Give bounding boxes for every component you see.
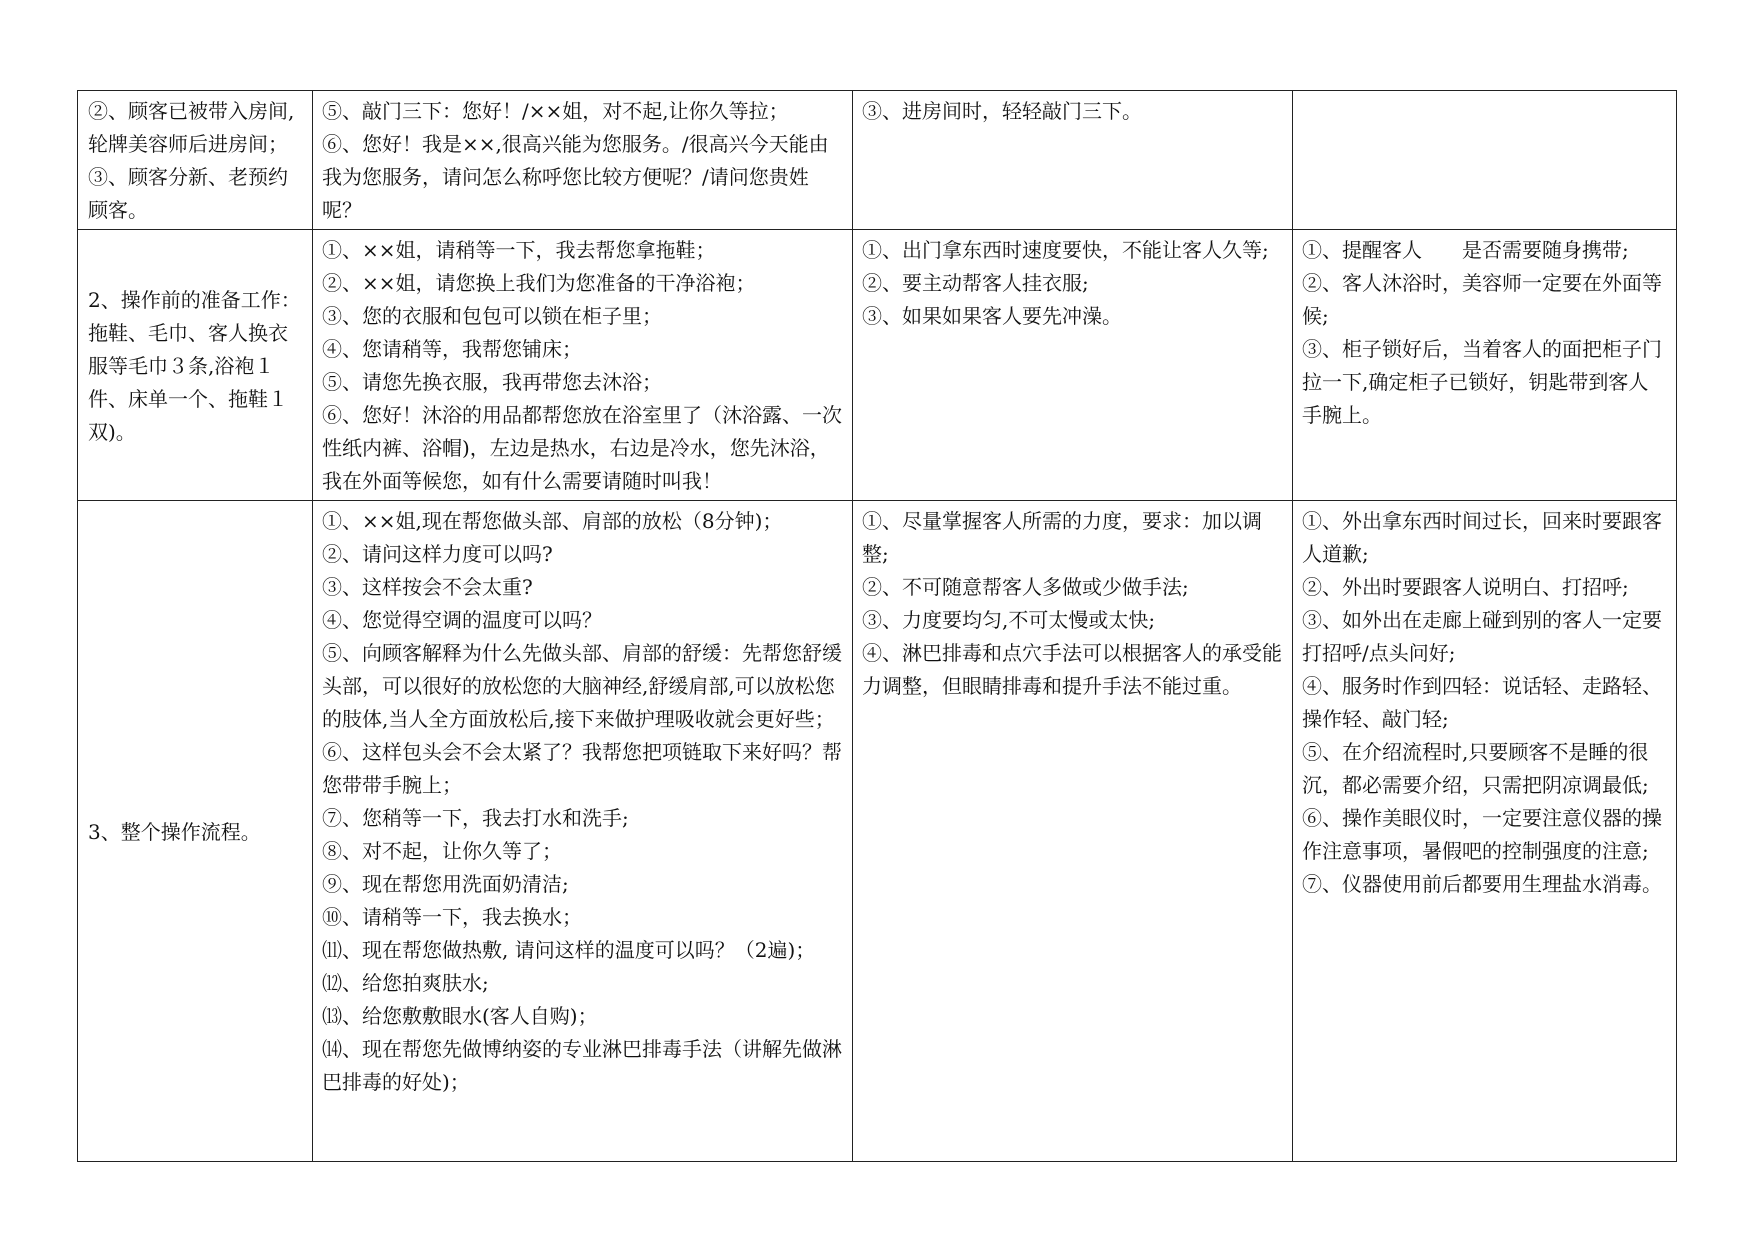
script-line: ⑥、您好！沐浴的用品都帮您放在浴室里了（沐浴露、一次性纸内裤、浴帽)，左边是热水，右边是冷水，您先沐浴，我在外面等候您，如有什么需要请随时叫我！ <box>322 403 842 493</box>
notes-cell <box>1293 501 1677 1162</box>
script-line: ⒁、现在帮您先做博纳姿的专业淋巴排毒手法（讲解先做淋巴排毒的好处)； <box>322 1037 842 1094</box>
table-row-preparation <box>78 230 1677 501</box>
requirements-cell <box>853 230 1293 501</box>
step-cell <box>78 91 313 230</box>
script-line: ③、您的衣服和包包可以锁在柜子里； <box>322 304 662 328</box>
script-line: ⑤、向顾客解释为什么先做头部、肩部的舒缓：先帮您舒缓头部，可以很好的放松您的大脑神经,舒缓肩部,可以放松您的肢体,当人全方面放松后,接下来做护理吸收就会更好些； <box>322 641 842 731</box>
note-line: ③、如外出在走廊上碰到别的客人一定要打招呼/点头问好; <box>1302 608 1662 665</box>
script-line: ⑨、现在帮您用洗面奶清洁; <box>322 872 569 896</box>
script-line: ⑿、给您拍爽肤水; <box>322 971 489 995</box>
script-line: ⑩、请稍等一下，我去换水； <box>322 905 582 929</box>
script-line: ⑤、敲门三下：您好！/××姐，对不起,让你久等拉； <box>322 99 789 123</box>
note-line: ⑤、在介绍流程时,只要顾客不是睡的很沉，都必需要介绍，只需把阴凉调最低; <box>1302 740 1649 797</box>
script-line: ④、您请稍等，我帮您铺床； <box>322 337 582 361</box>
service-procedure-table <box>77 90 1677 1162</box>
script-cell <box>313 91 853 230</box>
step-line: ②、顾客已被带入房间,轮牌美容师后进房间； <box>88 99 295 156</box>
requirements-cell <box>853 501 1293 1162</box>
requirement-line: ③、进房间时，轻轻敲门三下。 <box>862 99 1142 123</box>
note-line: ②、外出时要跟客人说明白、打招呼; <box>1302 575 1629 599</box>
table-row-reception <box>78 91 1677 230</box>
requirements-cell <box>853 91 1293 230</box>
step-line: 2、操作前的准备工作：拖鞋、毛巾、客人换衣服等毛巾３条,浴袍１件、床单一个、拖鞋１双)。 <box>88 287 301 444</box>
note-line: ②、客人沐浴时，美容师一定要在外面等候; <box>1302 271 1662 328</box>
requirement-line: ④、淋巴排毒和点穴手法可以根据客人的承受能力调整，但眼睛排毒和提升手法不能过重。 <box>862 641 1282 698</box>
script-line: ⑧、对不起，让你久等了； <box>322 839 562 863</box>
requirement-line: ②、要主动帮客人挂衣服; <box>862 271 1089 295</box>
step-cell <box>78 230 313 501</box>
requirement-line: ②、不可随意帮客人多做或少做手法; <box>862 575 1189 599</box>
script-line: ①、××姐，请稍等一下，我去帮您拿拖鞋； <box>322 238 716 262</box>
script-line: ⑥、您好！我是××,很高兴能为您服务。/很高兴今天能由我为您服务，请问怎么称呼您比较方便呢？/请问您贵姓呢？ <box>322 132 829 222</box>
note-line: ①、提醒客人 是否需要随身携带; <box>1302 238 1629 262</box>
requirement-line: ③、力度要均匀,不可太慢或太快; <box>862 608 1156 632</box>
script-line: ③、这样按会不会太重? <box>322 575 533 599</box>
script-cell <box>313 501 853 1162</box>
step-cell <box>78 501 313 1162</box>
script-line: ⑦、您稍等一下，我去打水和洗手; <box>322 806 629 830</box>
script-line: ⒀、给您敷敷眼水(客人自购)； <box>322 1004 598 1028</box>
script-cell <box>313 230 853 501</box>
script-line: ⑥、这样包头会不会太紧了？我帮您把项链取下来好吗？帮您带带手腕上； <box>322 740 842 797</box>
script-line: ④、您觉得空调的温度可以吗？ <box>322 608 602 632</box>
step-line: ③、顾客分新、老预约顾客。 <box>88 165 288 222</box>
notes-cell <box>1293 230 1677 501</box>
note-line: ③、柜子锁好后，当着客人的面把柜子门拉一下,确定柜子已锁好，钥匙带到客人手腕上。 <box>1302 337 1662 427</box>
requirement-line: ①、出门拿东西时速度要快，不能让客人久等; <box>862 238 1269 262</box>
note-line: ⑥、操作美眼仪时，一定要注意仪器的操作注意事项，暑假吧的控制强度的注意; <box>1302 806 1662 863</box>
script-line: ⑾、现在帮您做热敷, 请问这样的温度可以吗？（2遍)； <box>322 938 816 962</box>
notes-cell <box>1293 91 1677 230</box>
note-line: ④、服务时作到四轻：说话轻、走路轻、操作轻、敲门轻; <box>1302 674 1662 731</box>
script-line: ①、××姐,现在帮您做头部、肩部的放松（8分钟)； <box>322 509 783 533</box>
script-line: ②、××姐，请您换上我们为您准备的干净浴袍； <box>322 271 756 295</box>
script-line: ⑤、请您先换衣服，我再带您去沐浴； <box>322 370 662 394</box>
step-line: 3、整个操作流程。 <box>88 819 261 844</box>
requirement-line: ③、如果如果客人要先冲澡。 <box>862 304 1122 328</box>
script-line: ②、请问这样力度可以吗? <box>322 542 553 566</box>
requirement-line: ①、尽量掌握客人所需的力度，要求：加以调整; <box>862 509 1262 566</box>
note-line: ⑦、仪器使用前后都要用生理盐水消毒。 <box>1302 872 1662 896</box>
table-row-operation <box>78 501 1677 1162</box>
note-line: ①、外出拿东西时间过长，回来时要跟客人道歉; <box>1302 509 1662 566</box>
